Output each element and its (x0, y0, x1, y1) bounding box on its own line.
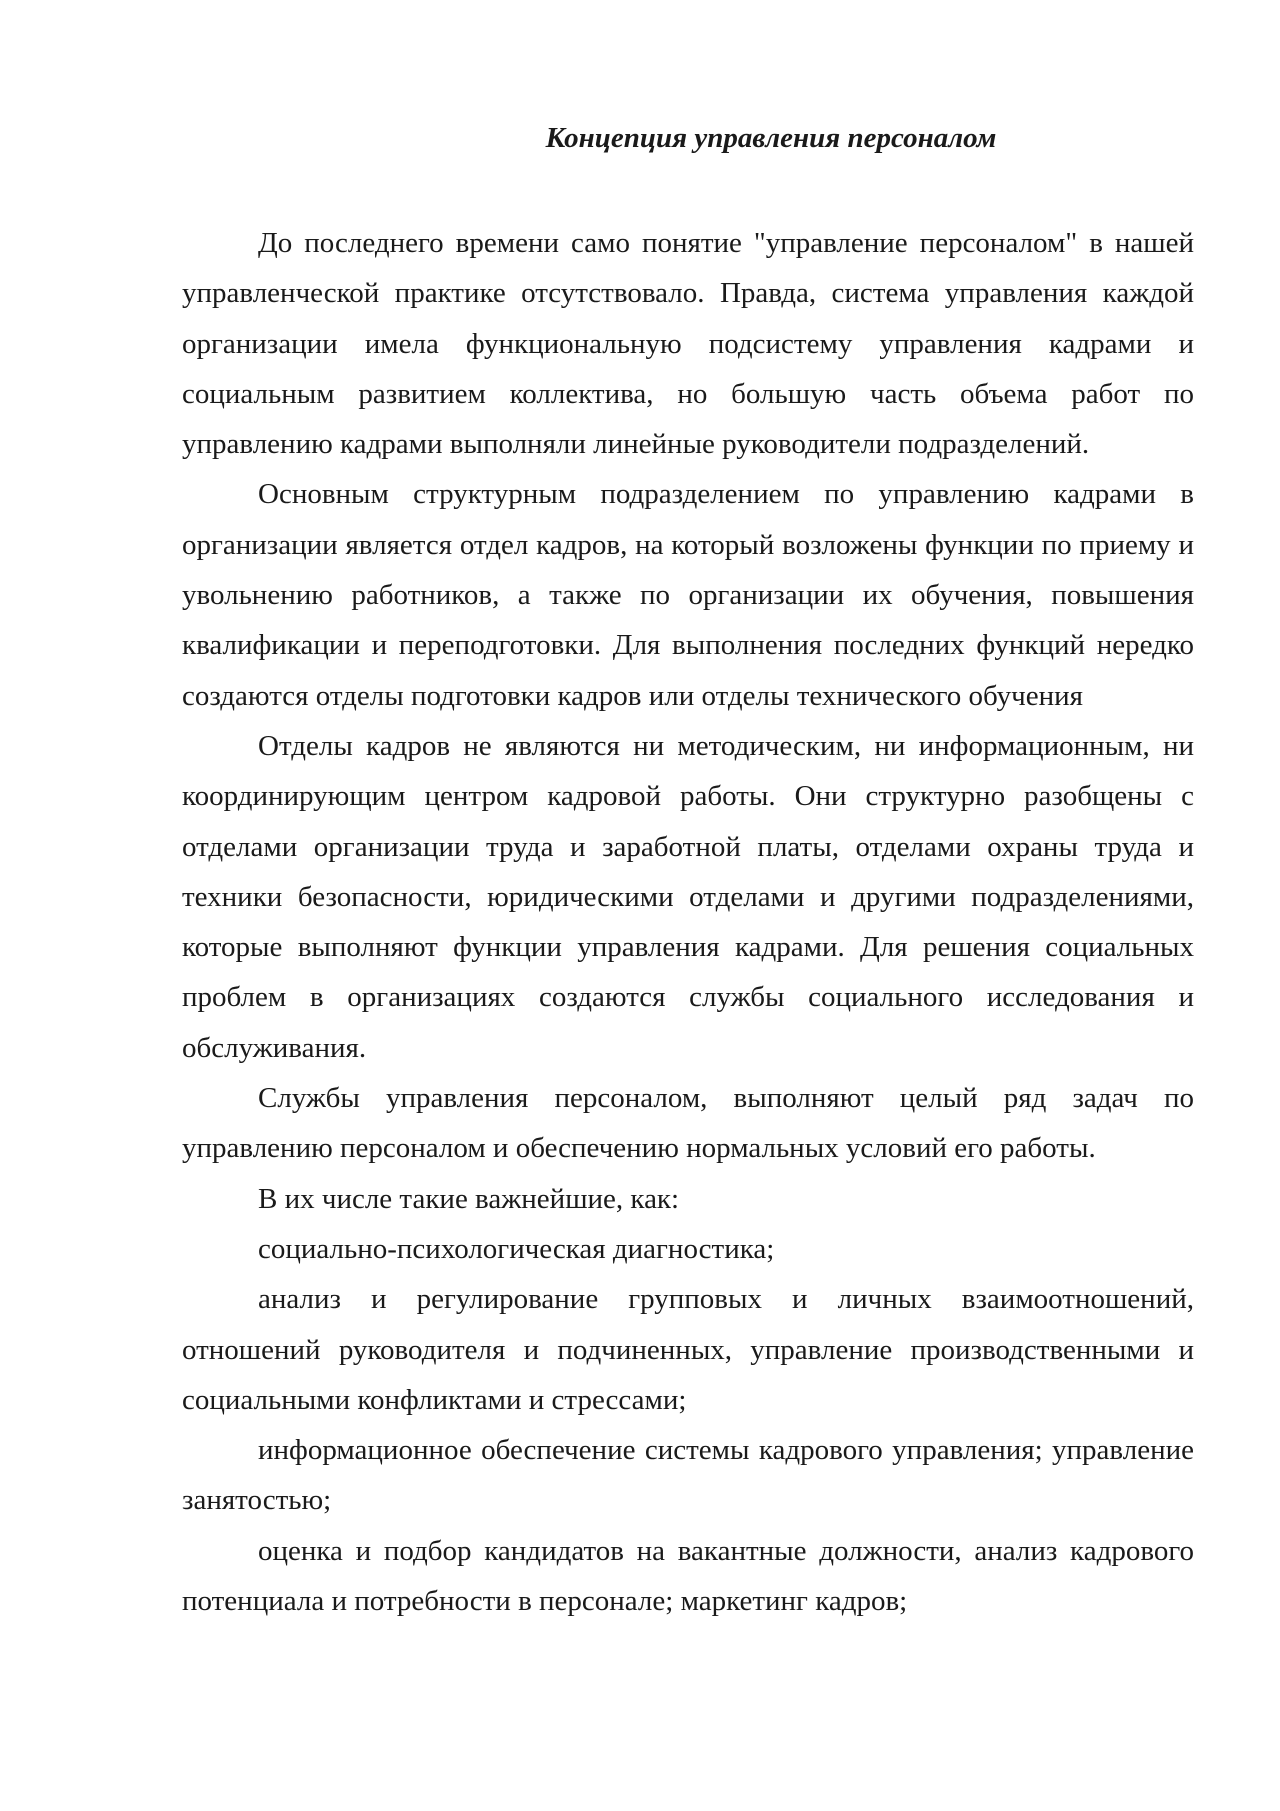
paragraph: В их числе такие важнейшие, как: (258, 1182, 680, 1215)
paragraph: Отделы кадров не являются ни методическим, ни информационным, ни координирующим центром кадровой работы. Они структурно разобщены с отделами организации труда и заработной платы, отделами охраны труда и техники безопасности, юридическими отделами и другими подразделениями, которые выполняют функции управления кадрами. Для решения социальных проблем в организациях создаются службы социального исследования и обслуживания. (182, 729, 1194, 1064)
list-item: анализ и регулирование групповых и личных взаимоотношений, отношений руководителя и подчиненных, управление производственными и социальными конфликтами и стрессами; (182, 1283, 1194, 1416)
paragraph: До последнего времени само понятие "управление персоналом" в нашей управленческой практике отсутствовало. Правда, система управления каждой организации имела функциональную подсистему управления кадрами и социальным развитием коллектива, но большую часть объема работ по управлению кадрами выполняли линейные руководители подразделений. (182, 227, 1194, 461)
document-title: Концепция управления персоналом (545, 122, 997, 154)
paragraph: Службы управления персоналом, выполняют целый ряд задач по управлению персоналом и обеспечению нормальных условий его работы. (182, 1082, 1194, 1165)
list-item: оценка и подбор кандидатов на вакантные должности, анализ кадрового потенциала и потребности в персонале; маркетинг кадров; (182, 1534, 1194, 1618)
list-item: информационное обеспечение системы кадрового управления; управление занятостью; (182, 1434, 1194, 1517)
paragraph: Основным структурным подразделением по управлению кадрами в организации является отдел кадров, на который возложены функции по приему и увольнению работников, а также по организации их обучения, повышения квалификации и переподготовки. Для выполнения последних функций нередко создаются отделы подготовки кадров или отделы технического обучения (182, 478, 1194, 712)
list-item: социально-психологическая диагностика; (258, 1232, 775, 1265)
document-body (182, 218, 1194, 1626)
